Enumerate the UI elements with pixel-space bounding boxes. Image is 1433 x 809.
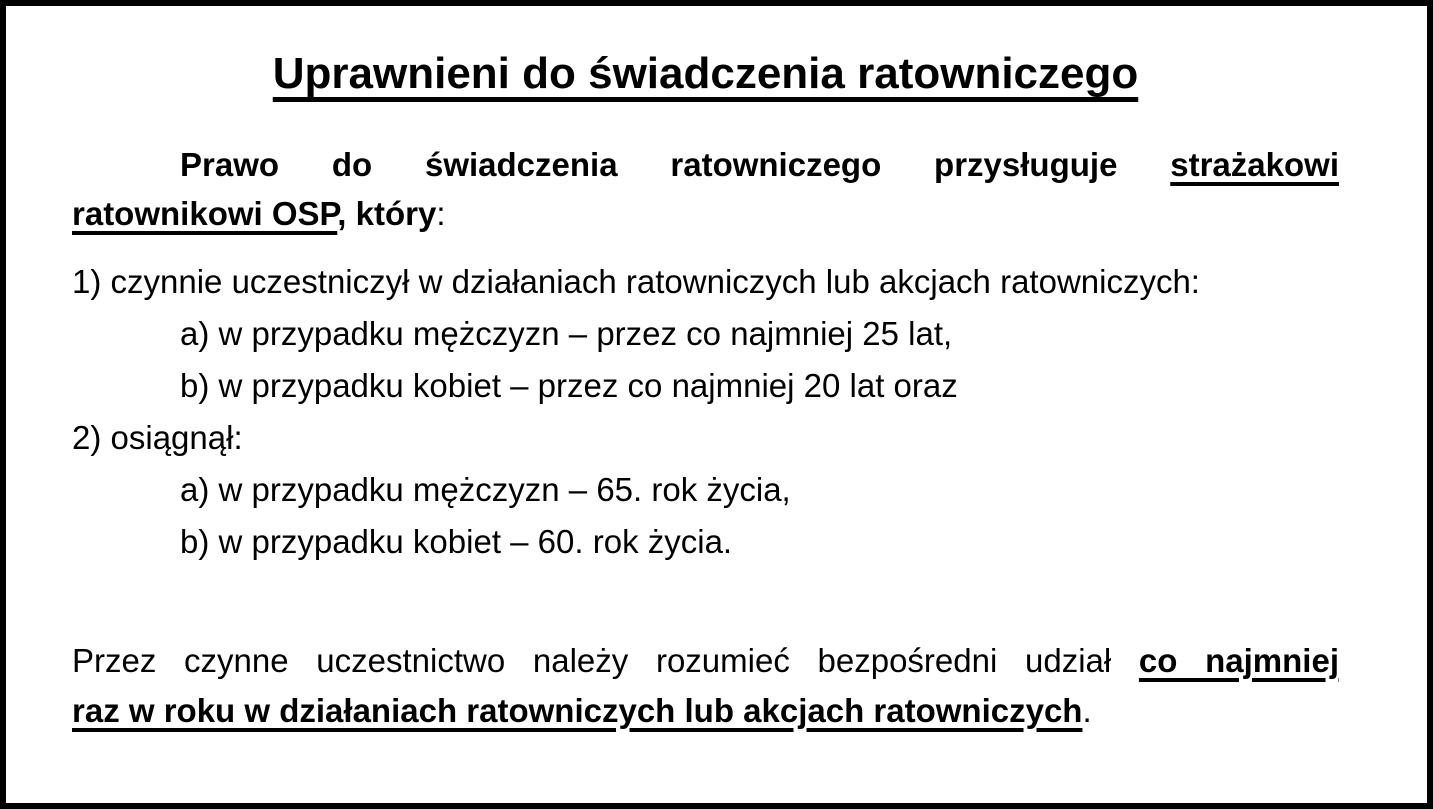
footer-regular-text: Przez czynne uczestnictwo należy rozumieć bezpośredni udział [72,642,1139,679]
footer-underlined-phrase-1: co najmniej [1138,642,1339,679]
footer-period: . [1082,692,1092,729]
footer-line-1 [72,636,1339,686]
intro-colon: : [436,195,446,232]
list-item-1: 1) czynnie uczestniczył w działaniach ratowniczych lub akcjach ratowniczych: [72,263,1200,300]
list-item-2a: a) w przypadku mężczyzn – 65. rok życia, [180,471,791,508]
page-title [72,48,1339,100]
intro-line-1 [72,140,1339,189]
list-item-2b: b) w przypadku kobiet – 60. rok życia. [180,523,733,560]
list-item-1b: b) w przypadku kobiet – przez co najmniej 20 lat oraz [180,367,958,404]
list-item-2: 2) osiągnął: [72,419,243,456]
intro-bold-text: Prawo do świadczenia ratowniczego przysługuje [180,146,1171,183]
intro-underlined-phrase-2: ratownikowi OSP [72,195,338,232]
intro-paragraph [72,140,1339,238]
list-item-1a: a) w przypadku mężczyzn – przez co najmniej 25 lat, [180,315,953,352]
intro-underlined-word-1: strażakowi [1170,146,1339,183]
intro-bold-tail: , który [337,195,437,232]
footer-paragraph [72,636,1339,736]
footer-underlined-phrase-2: raz w roku w działaniach ratowniczych lub akcjach ratowniczych [72,692,1083,729]
page-title-text: Uprawnieni do świadczenia ratowniczego [272,49,1139,98]
footer-line-2 [72,686,1339,736]
page-content [6,6,1427,736]
intro-line-2 [72,189,1339,238]
conditions-list [72,256,1339,568]
